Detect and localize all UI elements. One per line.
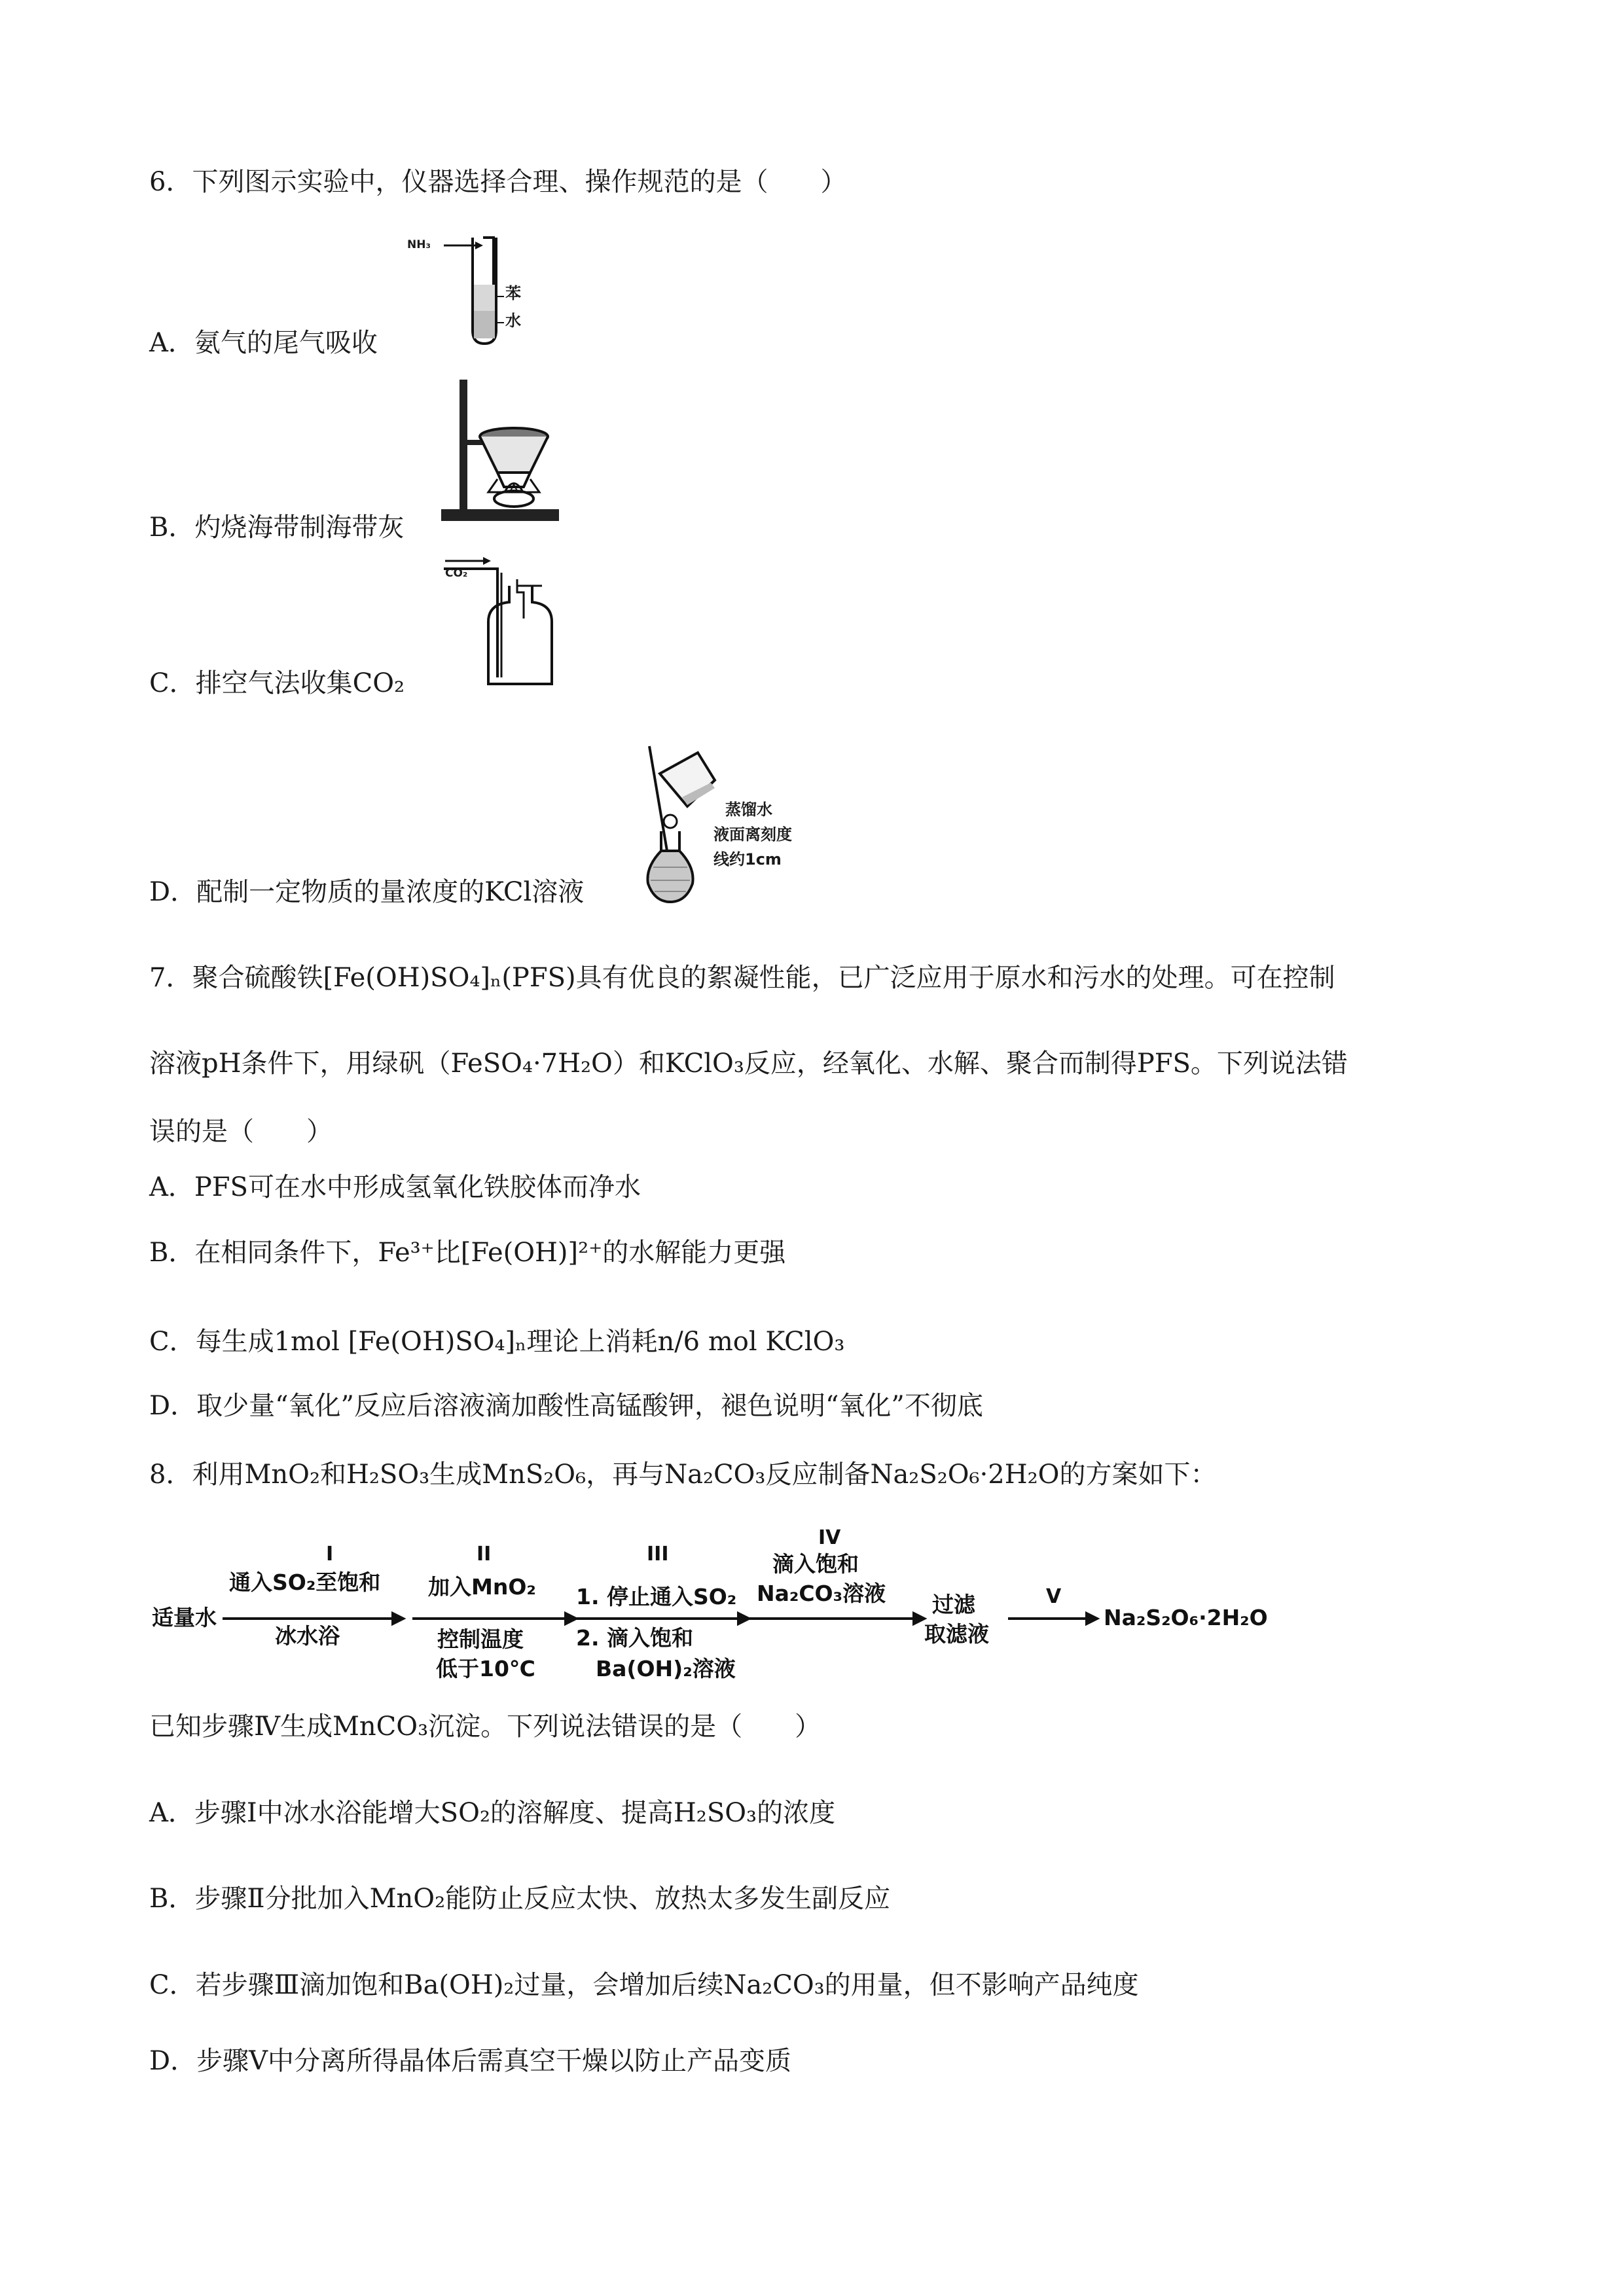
step-ii-above: 加入MnO₂ [428, 1574, 536, 1600]
q6-option-d: D．配制一定物质的量浓度的KCl溶液 [149, 877, 585, 907]
take-filtrate-label: 取滤液 [924, 1621, 989, 1647]
q6-option-b: B．灼烧海带制海带灰 [149, 512, 405, 543]
step-ii-below: 控制温度 [437, 1626, 524, 1652]
q7-option-b: B．在相同条件下，Fe³⁺比[Fe(OH)]²⁺的水解能力更强 [149, 1238, 786, 1268]
filter-label: 过滤 [932, 1592, 975, 1617]
water-label: 水 [505, 312, 521, 330]
nh3-label: NH₃ [407, 238, 431, 251]
step-iii-below: 2. 滴入饱和 [576, 1625, 693, 1651]
q8-option-c: C．若步骤Ⅲ滴加饱和Ba(OH)₂过量，会增加后续Na₂CO₃的用量，但不影响产品纯度 [149, 1970, 1139, 2000]
q8-stem: 8．利用MnO₂和H₂SO₃生成MnS₂O₆，再与Na₂CO₃反应制备Na₂S₂O₆·2H₂O的方案如下： [149, 1460, 1217, 1490]
benzene-label: 苯 [505, 284, 521, 302]
co2-label: CO₂ [445, 567, 468, 580]
step-i-label: I [326, 1543, 334, 1566]
step-iii-label: III [647, 1543, 669, 1566]
q7-option-a: A．PFS可在水中形成氢氧化铁胶体而净水 [149, 1172, 641, 1202]
q7-stem-line2: 溶液pH条件下，用绿矾（FeSO₄·7H₂O）和KClO₃反应，经氧化、水解、聚合而制得PFS。下列说法错 [149, 1049, 1348, 1079]
step-iii-above: 1. 停止通入SO₂ [576, 1584, 737, 1609]
step-ii-below2: 低于10℃ [436, 1656, 535, 1681]
q7-option-d: D．取少量“氧化”反应后溶液滴加酸性高锰酸钾，褪色说明“氧化”不彻底 [149, 1391, 983, 1421]
flow-start: 适量水 [152, 1605, 217, 1630]
q7-option-c: C．每生成1mol [Fe(OH)SO₄]ₙ理论上消耗n/6 mol KClO₃ [149, 1327, 845, 1357]
step-i-below: 冰水浴 [275, 1623, 340, 1649]
line-1cm-label: 线约1cm [713, 850, 782, 869]
liquid-level-label: 液面离刻度 [713, 825, 792, 844]
q7-stem-line3: 误的是（ ） [149, 1117, 333, 1147]
step-v-label: V [1046, 1585, 1062, 1608]
step-iv-above: 滴入饱和 [772, 1551, 859, 1577]
step-iii-below2: Ba(OH)₂溶液 [596, 1656, 736, 1681]
q6-option-a: A．氨气的尾气吸收 [149, 328, 378, 358]
q8-option-d: D．步骤Ⅴ中分离所得晶体后需真空干燥以防止产品变质 [149, 2046, 791, 2076]
q8-known: 已知步骤Ⅳ生成MnCO₃沉淀。下列说法错误的是（ ） [149, 1712, 821, 1742]
q8-option-b: B．步骤Ⅱ分批加入MnO₂能防止反应太快、放热太多发生副反应 [149, 1884, 891, 1914]
flow-product: Na₂S₂O₆·2H₂O [1104, 1605, 1268, 1630]
q6-stem: 6．下列图示实验中，仪器选择合理、操作规范的是（ ） [149, 167, 847, 197]
q8-option-a: A．步骤Ⅰ中冰水浴能增大SO₂的溶解度、提高H₂SO₃的浓度 [149, 1798, 836, 1828]
q6-option-c: C．排空气法收集CO₂ [149, 668, 405, 698]
step-iv-label: IV [818, 1526, 841, 1549]
step-ii-label: II [477, 1543, 492, 1566]
distilled-water-label: 蒸馏水 [725, 800, 772, 819]
step-iv-above2: Na₂CO₃溶液 [757, 1581, 886, 1606]
q7-stem-line1: 7．聚合硫酸铁[Fe(OH)SO₄]ₙ(PFS)具有优良的絮凝性能，已广泛应用于原水和污水的处理。可在控制 [149, 963, 1335, 993]
step-i-above: 通入SO₂至饱和 [229, 1570, 381, 1595]
